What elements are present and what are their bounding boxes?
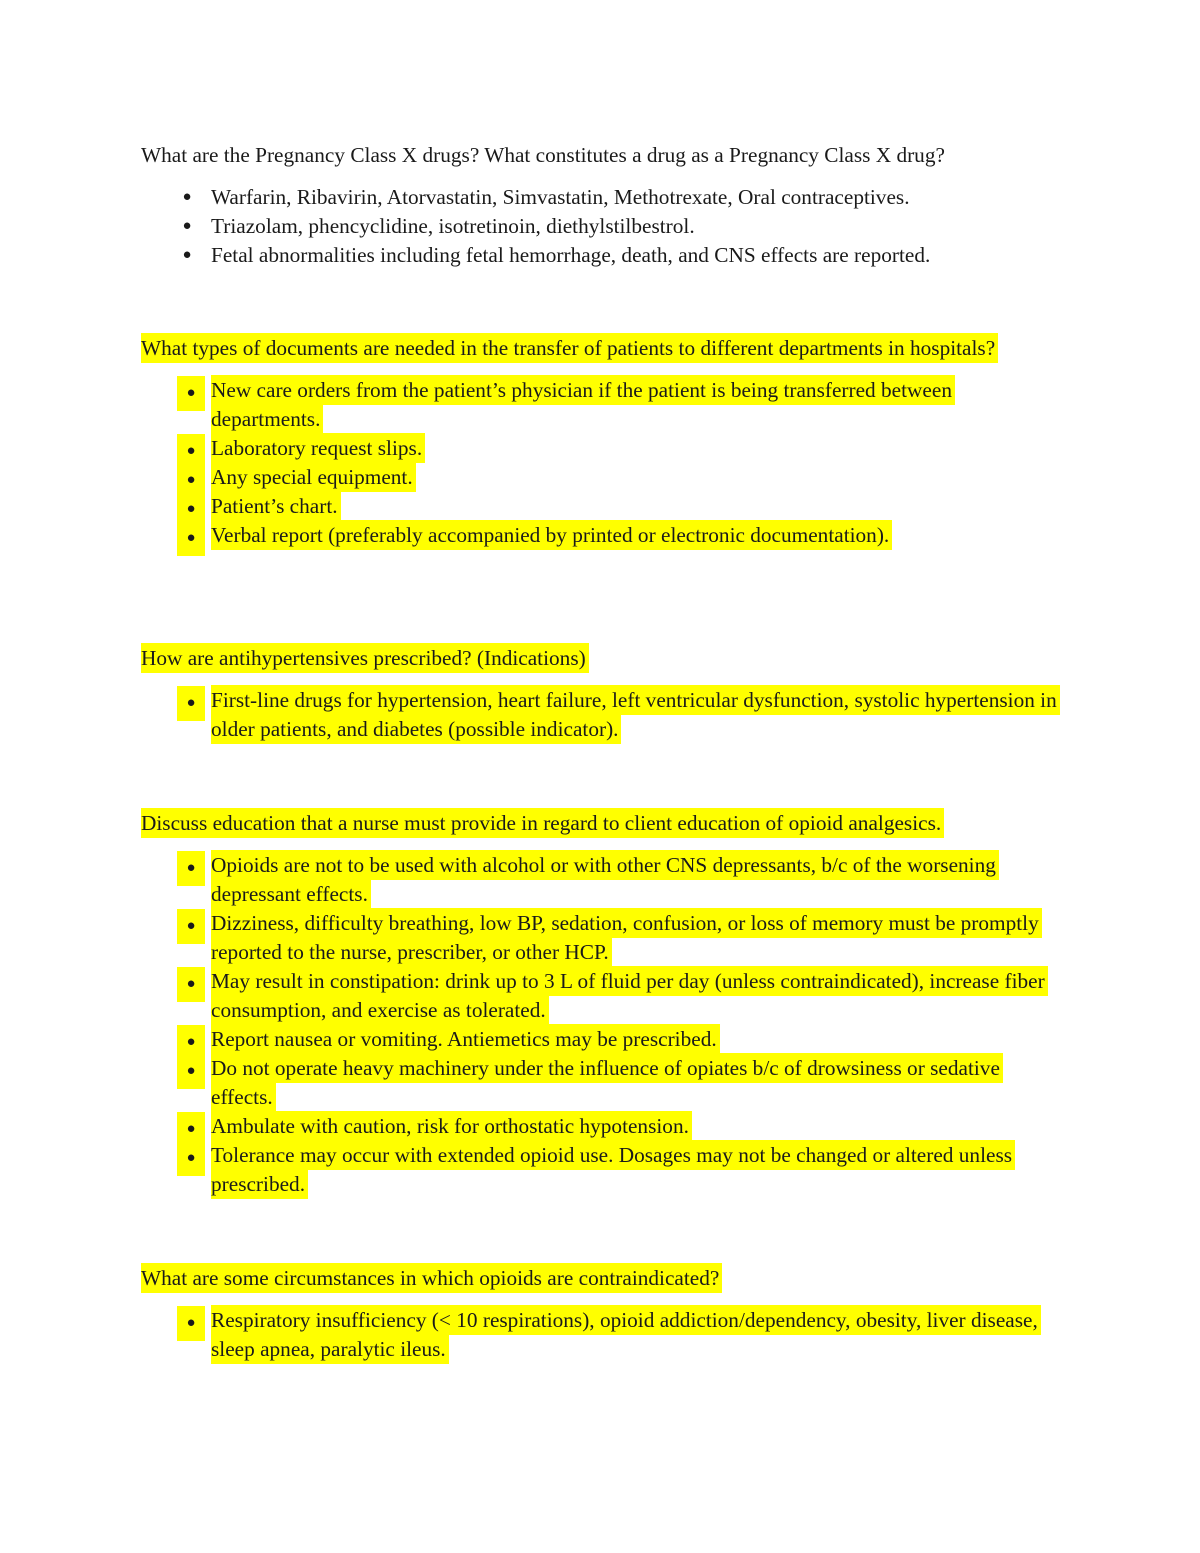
answer-text: Verbal report (preferably accompanied by printed or electronic documentation). [211,520,892,550]
answer-list [141,851,1061,1199]
answer-text: Any special equipment. [211,462,416,492]
qa-section [141,644,1061,744]
answer-list [141,183,1061,270]
list-item [186,521,1061,550]
answer-text: Patient’s chart. [211,491,341,521]
bullet-icon: ● [177,851,205,886]
answer-text: Respiratory insufficiency (< 10 respirations), opioid addiction/dependency, obesity, liver disease, sleep apnea, paralytic ileus. [211,1305,1041,1364]
list-item [182,183,1061,212]
qa-section [141,1264,1061,1364]
list-item [186,463,1061,492]
list-item [186,376,1061,434]
bullet-icon: ● [182,188,192,205]
question-text: Discuss education that a nurse must provide in regard to client education of opioid analgesics. [141,808,944,838]
list-item [186,1025,1061,1054]
list-item [182,212,1061,241]
bullet-icon: ● [177,434,205,469]
bullet-icon: ● [177,463,205,498]
answer-text: New care orders from the patient’s physician if the patient is being transferred between departments. [211,375,955,434]
list-item [186,492,1061,521]
qa-section [141,809,1061,1199]
bullet-icon: ● [177,967,205,1002]
list-item [186,1054,1061,1112]
list-item [186,1112,1061,1141]
list-item [186,1306,1061,1364]
answer-text: Warfarin, Ribavirin, Atorvastatin, Simvastatin, Methotrexate, Oral contraceptives. [211,184,910,209]
answer-text: Dizziness, difficulty breathing, low BP, sedation, confusion, or loss of memory must be promptly reported to the nurse, prescriber, or other HCP. [211,908,1042,967]
qa-section [141,334,1061,550]
list-item [182,241,1061,270]
answer-text: Triazolam, phencyclidine, isotretinoin, diethylstilbestrol. [211,213,695,238]
list-item [186,967,1061,1025]
question-text: What types of documents are needed in the transfer of patients to different departments in hospitals? [141,333,998,363]
answer-list [141,686,1061,744]
answer-text: Fetal abnormalities including fetal hemorrhage, death, and CNS effects are reported. [211,242,931,267]
list-item [186,909,1061,967]
question-heading [141,334,1061,364]
answer-text: Ambulate with caution, risk for orthostatic hypotension. [211,1111,692,1141]
list-item [186,1141,1061,1199]
qa-section [141,141,1061,270]
bullet-icon: ● [177,909,205,944]
answer-text: Opioids are not to be used with alcohol or with other CNS depressants, b/c of the worsening depressant effects. [211,850,999,909]
bullet-icon: ● [177,492,205,527]
list-item [186,686,1061,744]
bullet-icon: ● [177,1054,205,1089]
answer-text: Laboratory request slips. [211,433,425,463]
bullet-icon: ● [182,217,192,234]
bullet-icon: ● [177,1141,205,1176]
bullet-icon: ● [182,246,192,263]
answer-list [141,1306,1061,1364]
answer-text: Tolerance may occur with extended opioid use. Dosages may not be changed or altered unless prescribed. [211,1140,1015,1199]
bullet-icon: ● [177,686,205,721]
answer-text: May result in constipation: drink up to 3 L of fluid per day (unless contraindicated), increase fiber consumption, and exercise as tolerated. [211,966,1048,1025]
answer-text: Do not operate heavy machinery under the influence of opiates b/c of drowsiness or sedative effects. [211,1053,1003,1112]
list-item [186,434,1061,463]
bullet-icon: ● [177,376,205,411]
bullet-icon: ● [177,1306,205,1341]
question-heading [141,141,1061,171]
answer-text: Report nausea or vomiting. Antiemetics may be prescribed. [211,1024,720,1054]
list-item [186,851,1061,909]
question-heading [141,644,1061,674]
question-text: What are the Pregnancy Class X drugs? What constitutes a drug as a Pregnancy Class X drug? [141,143,945,167]
bullet-icon: ● [177,521,205,556]
question-text: How are antihypertensives prescribed? (Indications) [141,643,589,673]
answer-list [141,376,1061,550]
question-heading [141,809,1061,839]
bullet-icon: ● [177,1112,205,1147]
bullet-icon: ● [177,1025,205,1060]
question-text: What are some circumstances in which opioids are contraindicated? [141,1263,722,1293]
answer-text: First-line drugs for hypertension, heart failure, left ventricular dysfunction, systolic hypertension in older patients, and diabetes (possible indicator). [211,685,1060,744]
question-heading [141,1264,1061,1294]
